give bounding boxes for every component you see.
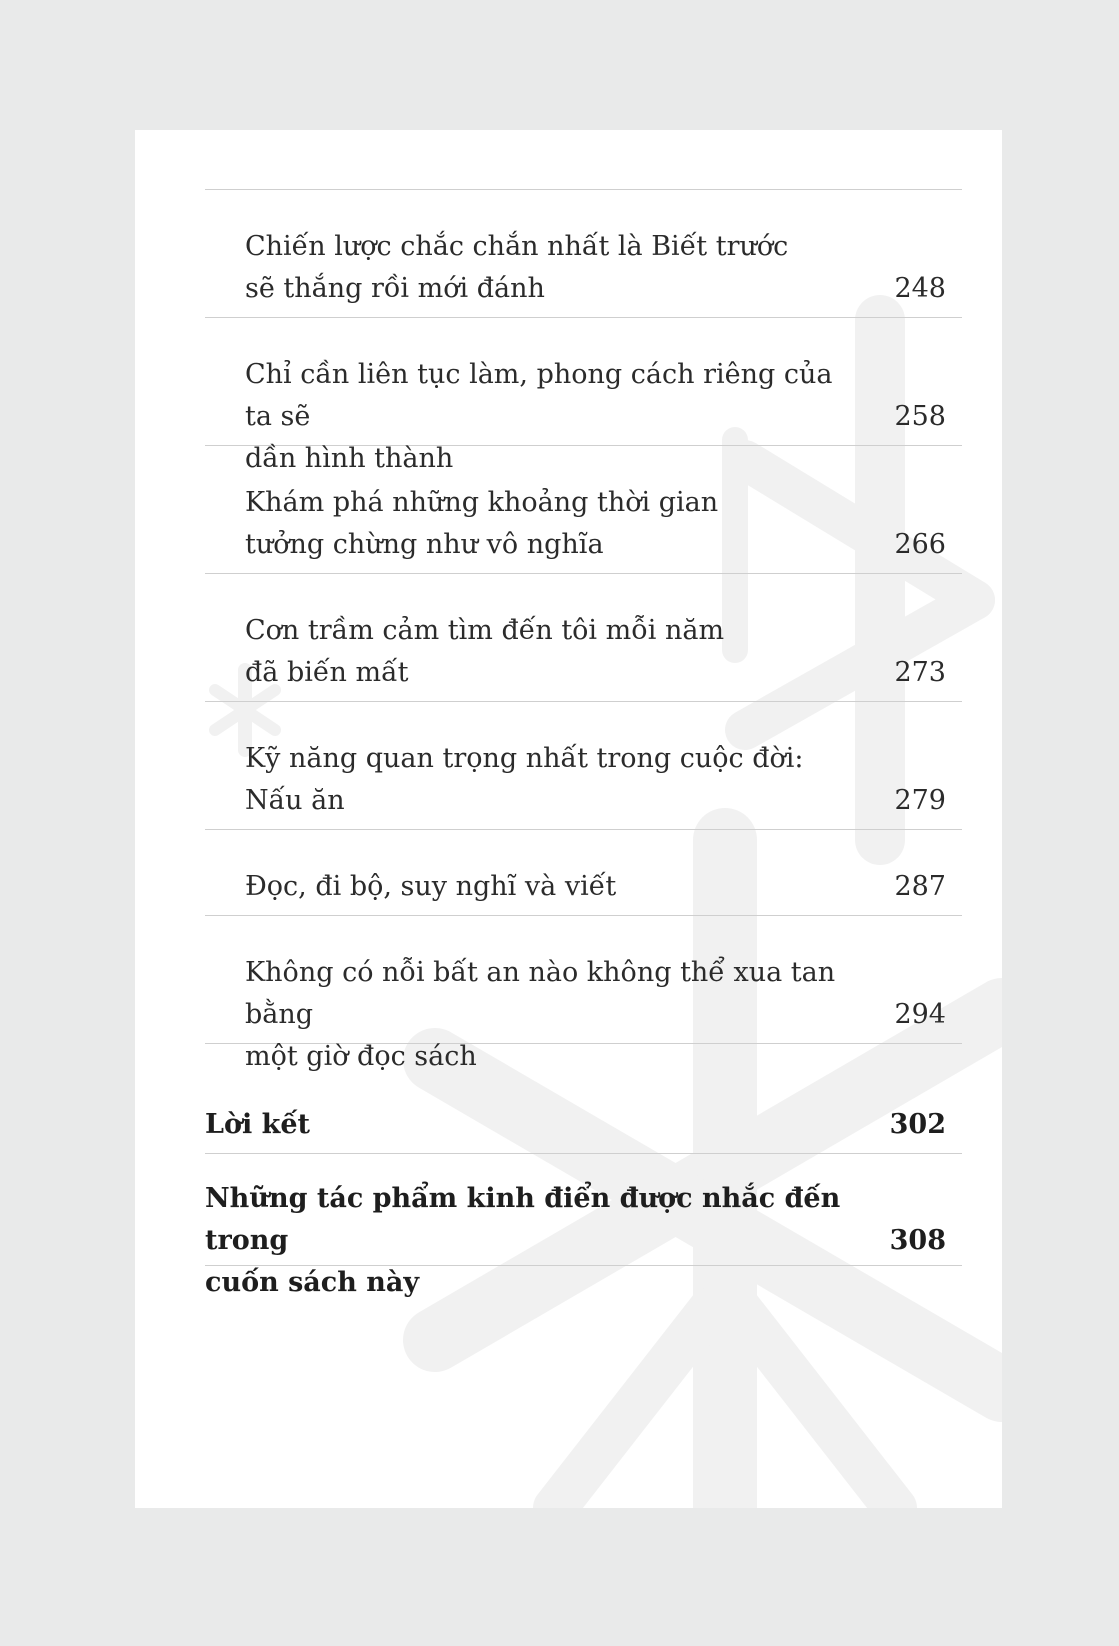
toc-entry[interactable]: [205, 446, 962, 574]
toc-main-entry-page: 302: [889, 1109, 946, 1140]
toc-main-entry[interactable]: [205, 1044, 962, 1154]
toc-main-entry-title: Lời kết: [205, 1109, 311, 1140]
toc-main-entry-page: 308: [889, 1225, 946, 1256]
toc-entry[interactable]: [205, 702, 962, 830]
toc-entry[interactable]: [205, 574, 962, 702]
table-of-contents: [205, 189, 962, 1298]
toc-main-entry[interactable]: [205, 1154, 962, 1298]
toc-entry[interactable]: [205, 830, 962, 916]
toc-entry-title: Cơn trầm cảm tìm đến tôi mỗi năm đã biến mất: [245, 615, 725, 688]
toc-entry-page: 279: [894, 785, 946, 816]
toc-main-entry-title: Những tác phẩm kinh điển được nhắc đến trong cuốn sách này: [205, 1183, 841, 1298]
toc-entry-page: 258: [894, 401, 946, 432]
toc-entry[interactable]: [205, 318, 962, 474]
toc-entry-title: Chỉ cần liên tục làm, phong cách riêng của ta sẽ dần hình thành: [245, 359, 833, 474]
toc-entry-page: 248: [894, 273, 946, 304]
toc-entry-page: 287: [894, 871, 946, 902]
toc-entry[interactable]: [205, 916, 962, 1072]
toc-entry[interactable]: [205, 190, 962, 318]
toc-entry-title: Không có nỗi bất an nào không thể xua tan bằng một giờ đọc sách: [245, 957, 836, 1072]
book-page: [135, 130, 1002, 1508]
toc-entry-page: 266: [894, 529, 946, 560]
toc-entry-page: 273: [894, 657, 946, 688]
toc-entry-title: Đọc, đi bộ, suy nghĩ và viết: [245, 871, 617, 902]
toc-entry-page: 294: [894, 999, 946, 1030]
toc-entry-title: Chiến lược chắc chắn nhất là Biết trước sẽ thắng rồi mới đánh: [245, 231, 789, 304]
toc-entry-title: Kỹ năng quan trọng nhất trong cuộc đời: Nấu ăn: [245, 743, 804, 816]
toc-entry-title: Khám phá những khoảng thời gian tưởng chừng như vô nghĩa: [245, 487, 719, 560]
